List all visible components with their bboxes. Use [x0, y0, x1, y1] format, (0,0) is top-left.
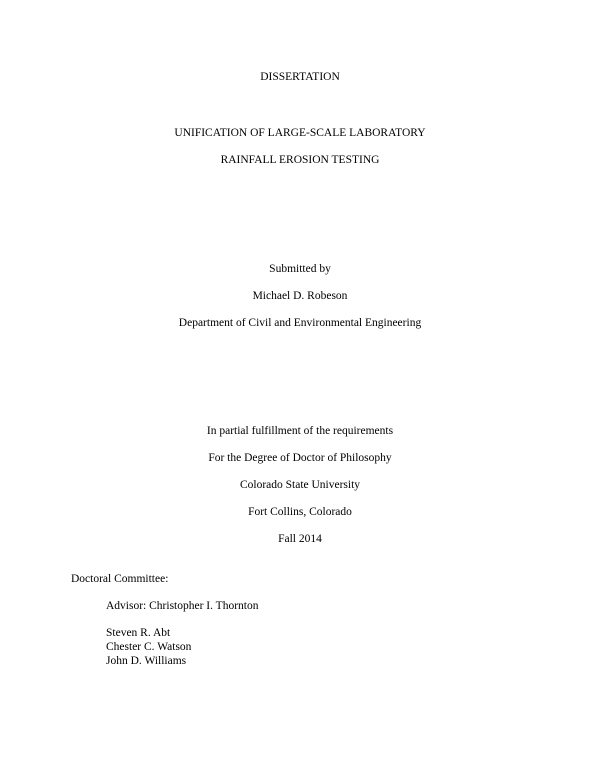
department-name: Department of Civil and Environmental Engineering: [178, 317, 422, 329]
committee-heading: Doctoral Committee:: [71, 573, 169, 585]
author-name: Michael D. Robeson: [252, 290, 348, 302]
university-name: Colorado State University: [239, 479, 361, 491]
submitted-by-label: Submitted by: [269, 263, 331, 275]
committee-member: John D. Williams: [106, 655, 187, 667]
document-heading: DISSERTATION: [260, 71, 340, 83]
dissertation-title-line-2: RAINFALL EROSION TESTING: [220, 154, 380, 166]
fulfillment-statement: In partial fulfillment of the requirements: [206, 425, 394, 437]
committee-member: Steven R. Abt: [106, 627, 171, 639]
dissertation-title-line-1: UNIFICATION OF LARGE-SCALE LABORATORY: [174, 127, 426, 139]
committee-member: Chester C. Watson: [106, 641, 192, 653]
university-location: Fort Collins, Colorado: [248, 506, 352, 518]
submission-term: Fall 2014: [278, 533, 322, 545]
committee-advisor: Advisor: Christopher I. Thornton: [106, 600, 259, 612]
degree-statement: For the Degree of Doctor of Philosophy: [208, 452, 392, 464]
